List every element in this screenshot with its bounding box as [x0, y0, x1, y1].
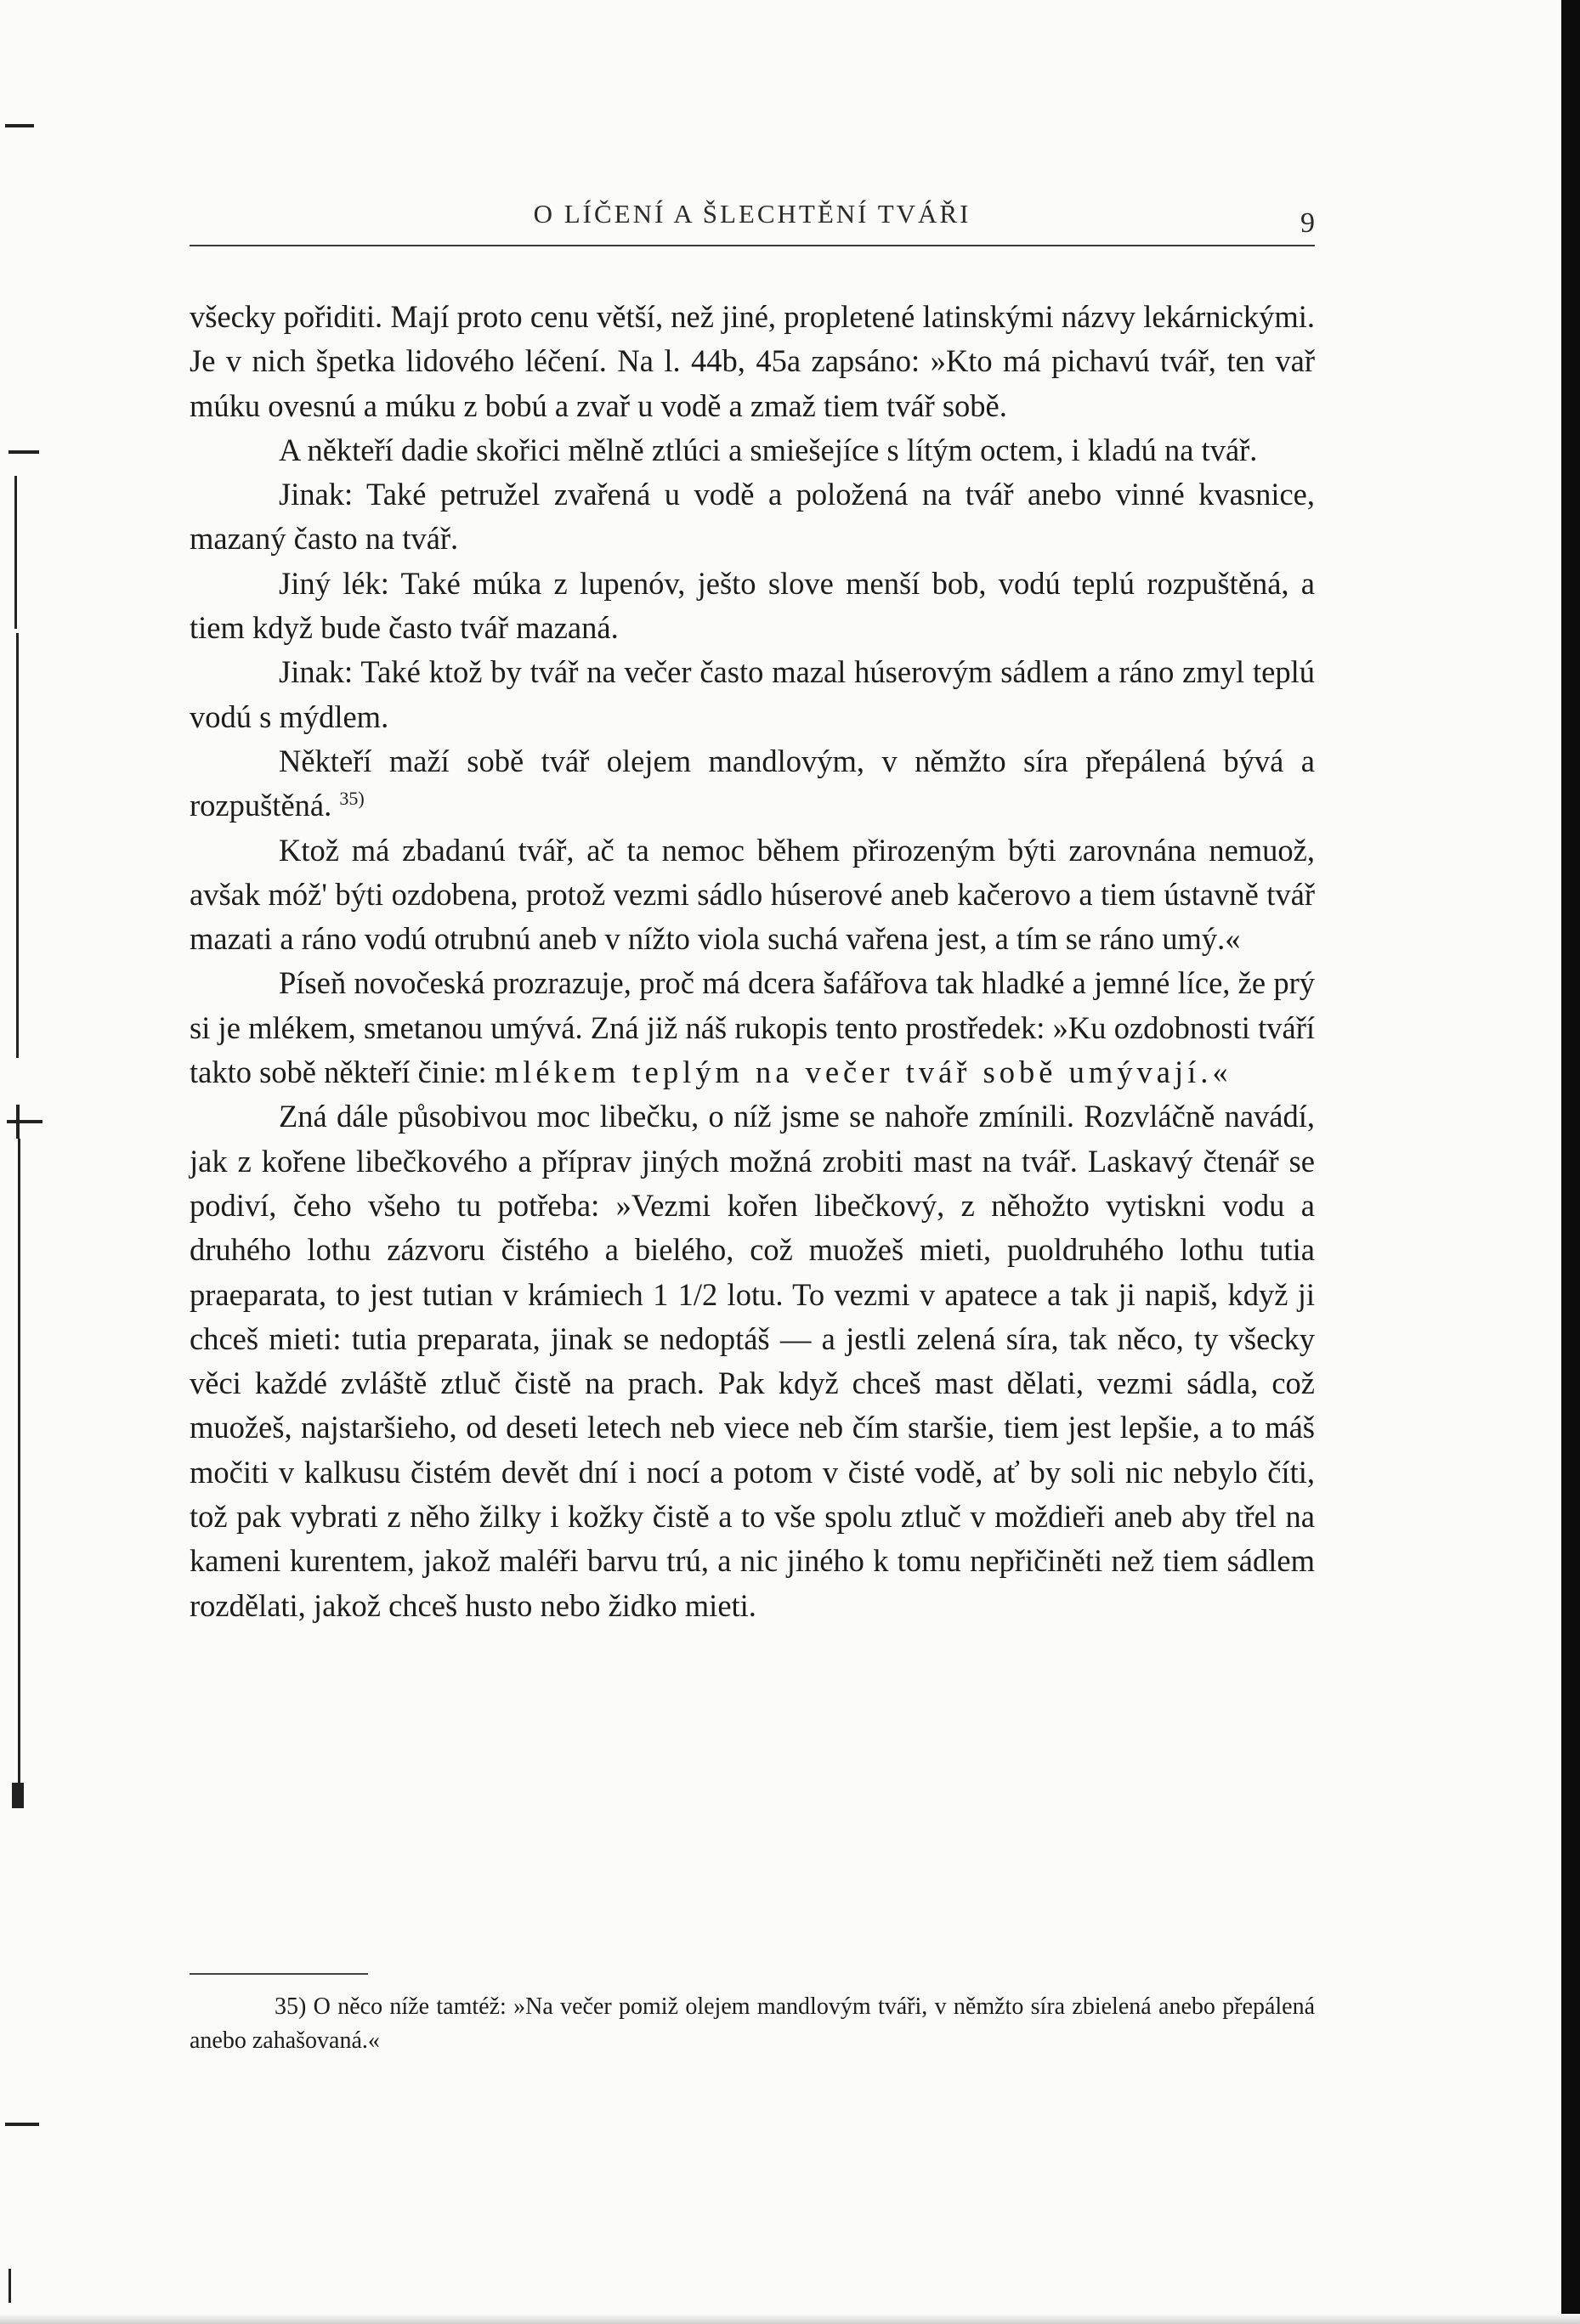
- paragraph-text: lotu. To vezmi v apatece a tak ji napiš, když ji chceš mieti: tutia preparata, jinak se nedoptáš — a jestli zelená síra, tak něco, ty všecky věci každé zvláště ztluč čistě na prach. Pak když chceš mast dělati, vezmi sádla, což muožeš, najstaršieho, od deseti letech neb viece neb čím staršie, tiem jest lepšie, a to máš močiti v kalkusu čistém devět dní i nocí a potom v čisté vodě, ať by soli nic nebylo číti, tož pak vybrati z něho žilky i kožky čistě a to vše spolu ztluč v moždieři aneb aby třel na kameni kurentem, jakož maléři barvu trú, a nic jiného k tomu nepřičiněti než tiem sádlem rozdělati, jakož chceš husto nebo židko mieti.: [190, 1276, 1315, 1623]
- paragraph-text: Někteří maží sobě tvář olejem mandlovým, v němžto síra přepálená bývá a rozpuštěná.: [190, 743, 1315, 823]
- spaced-emphasis: mlékem teplým na večer tvář sobě umývají.«: [494, 1055, 1232, 1090]
- paragraph-text: Píseň novočeská prozrazuje, proč má dcera šafářova tak hladké a jemné líce, že prý si je mlékem, smetanou umývá. Zná již náš rukopis tento prostředek: »Ku ozdobnosti tváří takto sobě někteří činie:: [190, 965, 1315, 1090]
- paragraph: Jinak: Také petružel zvařená u vodě a položená na tvář anebo vinné kvasnice, mazaný často na tvář.: [190, 477, 1315, 557]
- footnote-rule: [190, 1973, 368, 1975]
- scan-margin-marks: [0, 0, 51, 2324]
- page-header: [190, 197, 1315, 245]
- paragraph: [190, 1094, 1315, 1628]
- header-rule: [190, 245, 1315, 246]
- main-text: [190, 295, 1315, 1628]
- paragraph-text: Zná dále působivou moc libečku, o níž jsme se nahoře zmínili. Rozvláčně navádí, jak z kořene libečkového a příprav jiných možná zrobiti mast na tvář. Laskavý čtenář se podiví, čeho všeho tu potřeba: »Vezmi kořen libečkový, z něhožto vytiskni vodu a druhého lothu zázvoru čistého a bielého, což muožeš mieti, puoldruhého lothu tutia praeparata, to jest tutian v krámiech: [190, 1099, 1315, 1312]
- page-number: 9: [1300, 207, 1315, 239]
- footnote-marker: 35): [275, 1993, 307, 2020]
- scan-right-edge: [1561, 0, 1580, 2324]
- footnote-reference: 35): [339, 788, 365, 810]
- paragraph: [190, 739, 1315, 828]
- paragraph: [190, 961, 1315, 1094]
- paragraph: Jinak: Také ktož by tvář na večer často mazal húserovým sádlem a ráno zmyl teplú vodú s mýdlem.: [190, 654, 1315, 734]
- paragraph: všecky pořiditi. Mají proto cenu větší, než jiné, propletené latinskými názvy lekárnickými. Je v nich špetka lidového léčení. Na l. 44b, 45a zapsáno: »Kto má pichavú tvář, ten vař múku ovesnú a múku z bobú a zvař u vodě a zmaž tiem tvář sobě.: [190, 299, 1315, 423]
- fraction: 1 1/2: [653, 1276, 718, 1312]
- paragraph: Jiný lék: Také múka z lupenóv, ješto slove menší bob, vodú teplú rozpuštěná, a tiem když bude často tvář mazaná.: [190, 565, 1315, 646]
- running-title: O LÍČENÍ A ŠLECHTĚNÍ TVÁŘI: [533, 199, 971, 229]
- footnote: [190, 1990, 1315, 2058]
- paragraph: Ktož má zbadanú tvář, ač ta nemoc během přirozeným býti zarovnána nemuož, avšak móž' býti ozdobena, protož vezmi sádlo húserové aneb kačerovo a tiem ústavně tvář mazati a ráno vodú otrubnú aneb v nížto viola suchá vařena jest, a tím se ráno umý.«: [190, 832, 1315, 957]
- paragraph: A někteří dadie skořici mělně ztlúci a smiešejíce s lítým octem, i kladú na tvář.: [279, 432, 1258, 467]
- scan-bottom-edge: [0, 2314, 1580, 2324]
- footnote-text: O něco níže tamtéž: »Na večer pomiž olejem mandlovým tváři, v němžto síra zbielená anebo přepálená anebo zahašovaná.«: [190, 1993, 1316, 2054]
